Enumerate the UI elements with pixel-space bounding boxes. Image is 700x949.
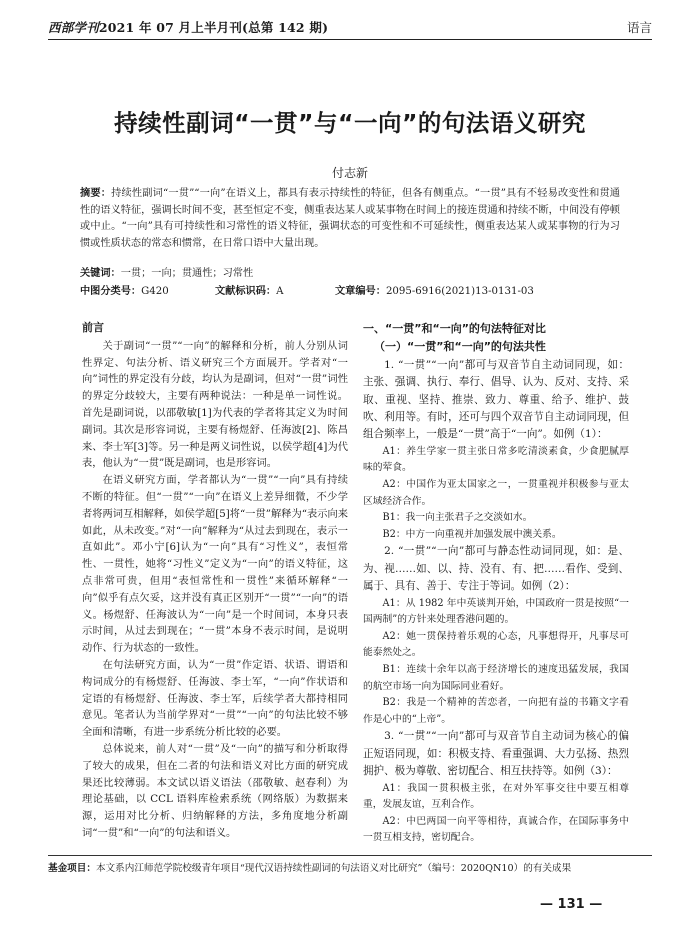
- example-sentence: B1：我一向主张君子之交淡如水。: [382, 512, 533, 524]
- clc-value: G420: [141, 286, 169, 297]
- paper-title: 持续性副词“一贯”与“一向”的句法语义研究: [114, 109, 586, 137]
- author-name: 付志新: [331, 166, 368, 180]
- body-paragraph: 在语义研究方面，学者都认为“一贯”“一向”具有持续不断的特征。但“一贯”“一向”在语义上差异细微，不少学者将两词互相解释，如侯学超[5]将“一贯”解释为“表示向来如此，从未改变。”对“一向”解释为“从过去到现在，表示一直如此”。邓小宁[6]认为“一向”具有“习性义”，表恒常性、一贯性，她将“习性义”定义为“一向”的语义特征，这点非常可贵，但用“表恒常性和一贯性”来循环解释“一向”似乎有点欠妥，这并没有真正区别开“一贯”“一向”的语义。杨煜舒、任海波认为“一向”是一个时间词，本身只表示时间，从过去到现在；“一贯”本身不表示时间，是说明动作、行为状态的一致性。: [82, 474, 348, 655]
- page-number: — 131 —: [540, 897, 603, 912]
- clc-label: 中图分类号：: [80, 286, 142, 297]
- clc-code: [80, 282, 169, 297]
- section-heading-preface: 前言: [82, 321, 104, 334]
- example-sentence: A2：中巴两国一向平等相待，真诚合作，在国际事务中一贯互相支持，密切配合。: [363, 815, 629, 844]
- left-column: [82, 320, 348, 842]
- keywords: [80, 264, 620, 279]
- header-journal-issue: [48, 18, 328, 36]
- body-paragraph: 总体说来，前人对“一贯”及“一向”的描写和分析取得了较大的成果，但在二者的句法和语义对比方面的研究成果还比较薄弱。本文试以语义语法（邵敬敏、赵春利）为理论基础，以 CCL 语料库检索系统（网络版）为数据来源，运用对比分析、归纳解释的方法，多角度地分析副词“一贯”和“一向”的句法和语义。: [82, 742, 348, 839]
- body-paragraph: 关于副词“一贯”“一向”的解释和分析，前人分别从词性界定、句法分析、语义研究三个方面展开。学者对“一向”词性的界定没有分歧，均认为是副词，但对“一贯”词性的界定分歧较大，主要有两种说法：一种是单一词性说。首先是副词说，以邵敬敏[1]为代表的学者将其定义为时间副词。其次是形容词说，主要有杨煜舒、任海波[2]、陈昌来、李士军[3]等。另一种是两义词性说，以侯学超[4]为代表，他认为“一贯”既是副词，也是形容词。: [82, 339, 348, 470]
- footnote-text: 本文系内江师范学院校级青年项目“现代汉语持续性副词的句法语义对比研究”（编号：2020QN10）的有关成果: [95, 863, 572, 874]
- example-sentence: A1：从 1982 年中英谈判开始，中国政府一贯是按照“一国两制”的方针来处理香港问题的。: [363, 597, 629, 626]
- body-paragraph: 3. “一贯”“一向”都可与双音节自主动词为核心的偏正短语同现，如：积极支持、看重强调、大力弘扬、热烈拥护、极为尊敬、密切配合、相互扶持等。如例（3）：: [363, 730, 629, 778]
- abstract-text: 持续性副词“一贯”“一向”在语义上，都具有表示持续性的特征，但各有侧重点。“一贯”具有不轻易改变性和贯通性的语义特征，强调长时间不变，甚至恒定不变，侧重表达某人或某事物在时间上的接连贯通和持续不断，中间没有停顿或中止。“一向”具有可持续性和习常性的语义特征，强调状态的可变性和不可延续性，侧重表达某人或某事物的行为习惯或性质状态的常态和惯常，在日常口语中大量出现。: [80, 188, 620, 249]
- example-sentence: A2：她一贯保持着乐观的心态，凡事想得开，凡事尽可能泰然处之。: [363, 630, 629, 659]
- example-sentence: B2：中方一向重视并加强发展中澳关系。: [382, 528, 562, 540]
- example-sentence: A1：我国一贯积极主张，在对外军事交往中要互相尊重，发展友谊，互利合作。: [363, 782, 629, 811]
- example-sentence: A2：中国作为亚太国家之一，一贯重视并积极参与亚太区域经济合作。: [363, 479, 629, 507]
- running-header: [48, 18, 652, 40]
- journal-name: 西部学刊: [48, 20, 99, 35]
- body-paragraph: 1. “一贯”“一向”都可与双音节自主动词同现，如：主张、强调、执行、奉行、倡导、认为、反对、支持、采取、重视、坚持、推崇、致力、尊重、给予、维护、鼓吹、利用等。有时，还可与四个双音节自主动词同现，但组合频率上，一般是“一贯”高于“一向”。如例（1）：: [363, 358, 629, 441]
- footnote-label: 基金项目：: [48, 863, 96, 874]
- header-section: 语言: [626, 20, 652, 35]
- keywords-label: 关键词：: [80, 268, 121, 279]
- right-column: [363, 320, 629, 847]
- example-sentence: B1：连续十余年以高于经济增长的速度迅猛发展，我国的航空市场一向为国际同业看好。: [363, 664, 629, 692]
- body-paragraph: 2. “一贯”“一向”都可与静态性动词同现，如：是、为、视……如、以、持、没有、有、把……看作、受到、属于、具有、善于、专注于等词。如例（2）：: [363, 545, 629, 593]
- section-heading-1-1: （一）“一贯”和“一向”的句法共性: [374, 340, 546, 354]
- doc-value: A: [276, 286, 284, 297]
- example-sentence: A1：养生学家一贯主张日常多吃清淡素食，少食肥腻厚味的荤食。: [363, 445, 629, 474]
- article-number: [335, 282, 534, 297]
- keywords-text: 一贯；一向；贯通性；习常性: [120, 268, 254, 279]
- abstract: [80, 186, 620, 252]
- example-sentence: B2：我是一个精神的苦恋者，一向把有益的书籍文字看作是心中的“上帝”。: [363, 697, 629, 725]
- issue-info: 2021 年 07 月上半月刊(总第 142 期): [98, 20, 329, 35]
- section-heading-1: 一、“一贯”和“一向”的句法特征对比: [363, 322, 546, 335]
- article-label: 文章编号：: [335, 286, 386, 297]
- doc-code: [215, 282, 283, 297]
- footnote-funding: [48, 855, 652, 876]
- article-value: 2095-6916(2021)13-0131-03: [385, 286, 534, 297]
- doc-label: 文献标识码：: [215, 286, 277, 297]
- abstract-label: 摘要：: [80, 188, 112, 199]
- body-paragraph: 在句法研究方面，认为“一贯”作定语、状语、谓语和构词成分的有杨煜舒、任海波、李士军，“一向”作状语和定语的有杨煜舒、任海波、李士军，后续学者大都持相同意见。笔者认为当前学界对“一贯”“一向”的句法比较不够全面和清晰，有进一步系统分析比较的必要。: [82, 658, 348, 739]
